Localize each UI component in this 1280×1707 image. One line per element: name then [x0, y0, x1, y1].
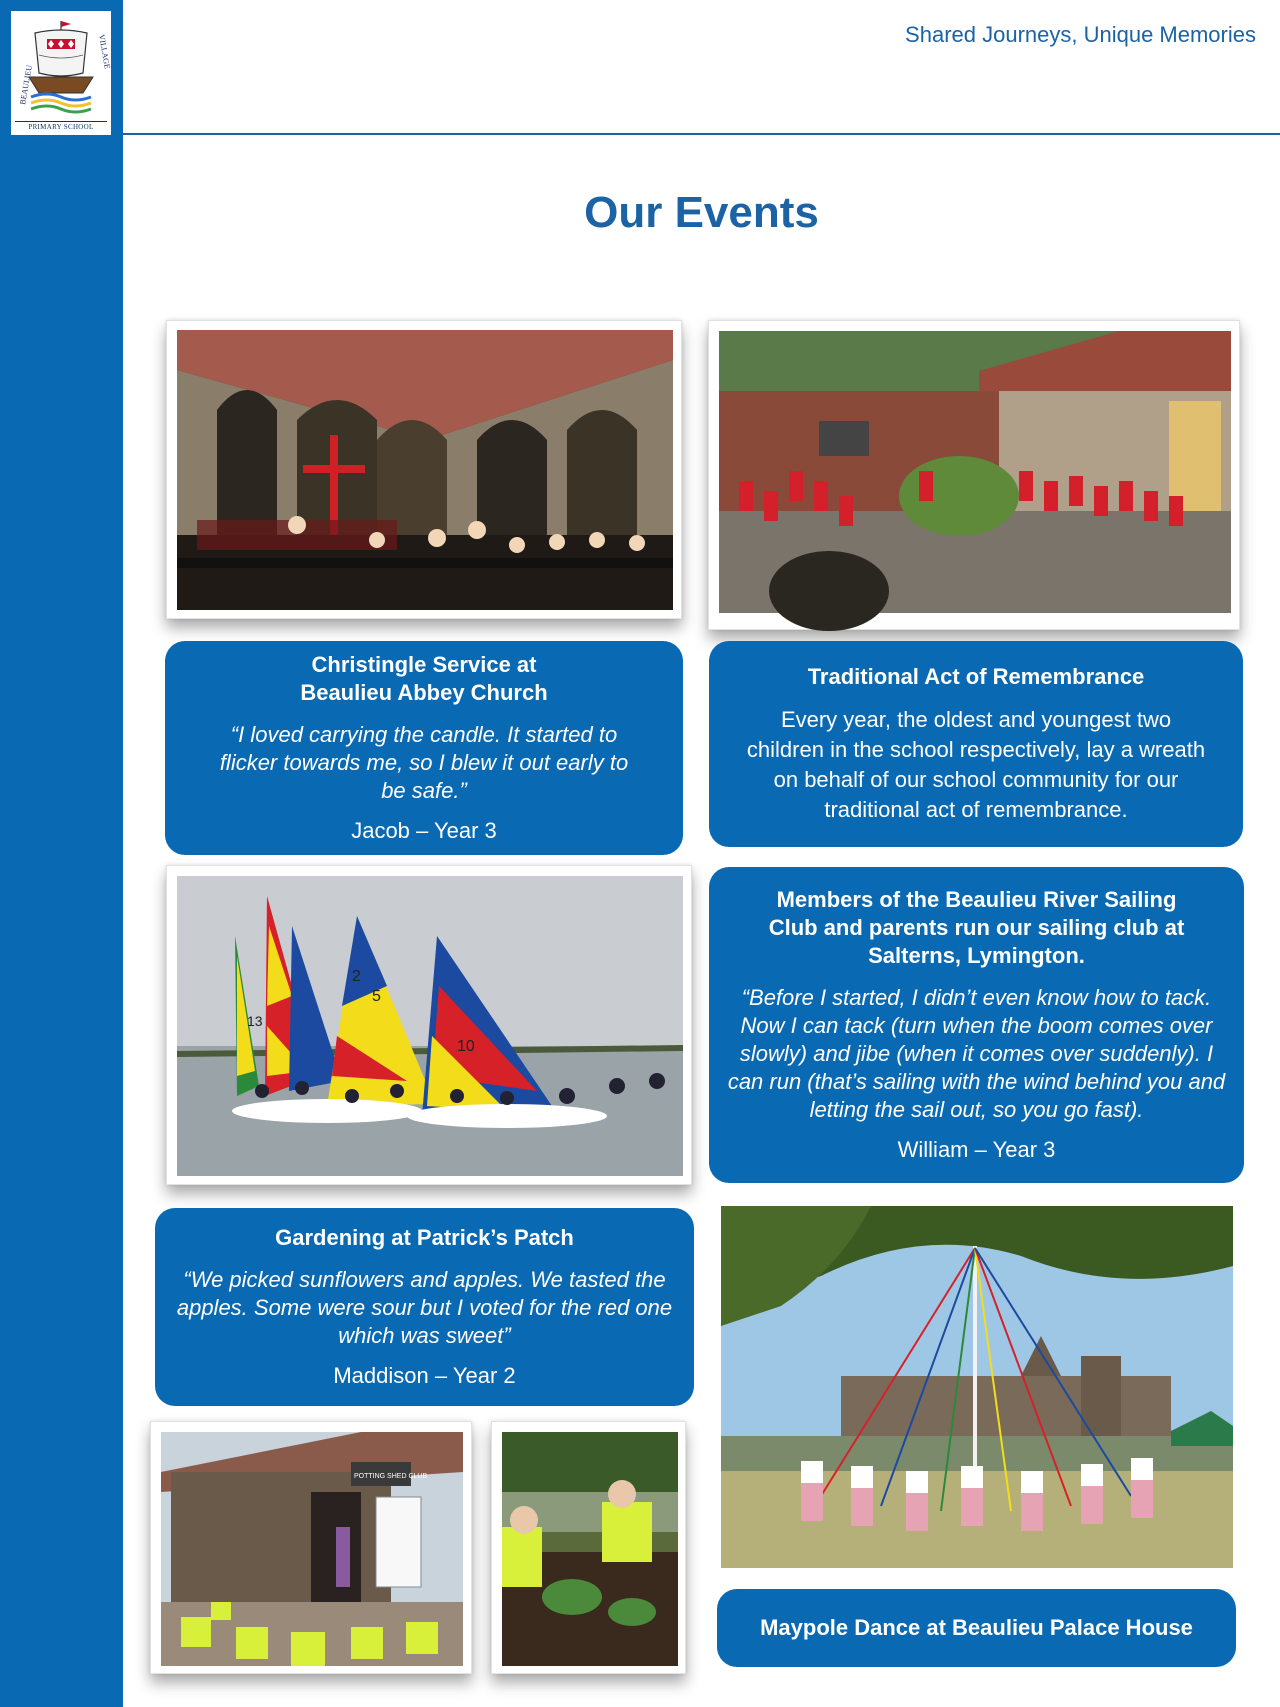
- page-title: Our Events: [584, 188, 819, 237]
- maypole-title: Maypole Dance at Beaulieu Palace House: [760, 1615, 1193, 1640]
- logo-caption: PRIMARY SCHOOL: [15, 121, 107, 131]
- christingle-card: [165, 641, 683, 855]
- sail-number-4: 10: [457, 1038, 475, 1055]
- christingle-title-line1: Christingle Service at: [311, 652, 537, 677]
- gardening-title: Gardening at Patrick’s Patch: [275, 1225, 574, 1250]
- gardening-card: [155, 1208, 694, 1406]
- left-sidebar-band: [0, 0, 123, 1707]
- remembrance-body: Every year, the oldest and youngest two children in the school respectively, lay a wreath on behalf of our school community for our traditional act of remembrance.: [746, 707, 1206, 822]
- sailing-photo: [166, 865, 692, 1185]
- school-logo: [11, 11, 111, 135]
- logo-text-right: VILLAGE: [97, 33, 112, 70]
- christingle-photo: [166, 320, 682, 619]
- sailing-title: Members of the Beaulieu River Sailing Club and parents run our sailing club at Salterns, Lymington.: [768, 887, 1185, 968]
- sail-number-3: 5: [372, 988, 381, 1005]
- gardening-quote: “We picked sunflowers and apples. We tasted the apples. Some were sour but I voted for the red one which was sweet”: [176, 1267, 673, 1348]
- christingle-title-line2: Beaulieu Abbey Church: [300, 680, 548, 705]
- remembrance-title: Traditional Act of Remembrance: [807, 664, 1145, 689]
- christingle-quote: “I loved carrying the candle. It started to flicker towards me, so I blew it out early to be safe.”: [219, 722, 629, 803]
- ship-crest-icon: [17, 15, 112, 117]
- header-tagline: Shared Journeys, Unique Memories: [905, 22, 1256, 47]
- remembrance-card: [709, 641, 1243, 847]
- logo-text-left: BEAULIEU: [18, 64, 34, 106]
- sail-number-2: 2: [352, 968, 361, 985]
- potting-shed-photo: [150, 1421, 472, 1674]
- sail-number-1: 13: [247, 1013, 263, 1029]
- sailing-quote: “Before I started, I didn’t even know how to tack. Now I can tack (turn when the boom comes over slowly) and jibe (when it comes over suddenly). I can run (that’s sailing with the wind behind you and letting the sail out, so you go fast).: [727, 985, 1226, 1122]
- sailing-card: [709, 867, 1244, 1183]
- gardening-author: Maddison – Year 2: [333, 1363, 516, 1388]
- remembrance-photo: [708, 320, 1240, 630]
- christingle-author: Jacob – Year 3: [351, 818, 497, 843]
- garden-bed-photo: [491, 1421, 686, 1674]
- maypole-photo: [721, 1206, 1233, 1568]
- sailing-author: William – Year 3: [897, 1137, 1056, 1162]
- header-divider: [123, 133, 1280, 135]
- potting-shed-sign: POTTING SHED CLUB: [354, 1473, 428, 1480]
- maypole-card: [717, 1589, 1236, 1667]
